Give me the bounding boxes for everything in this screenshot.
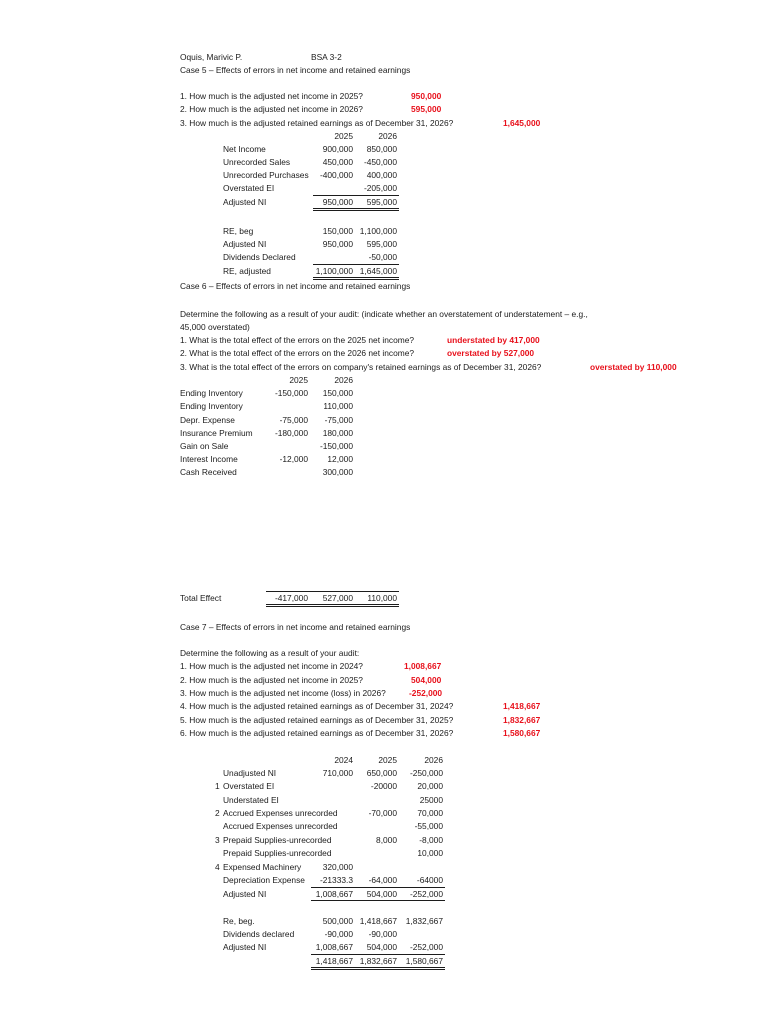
- case5-row-value: -205,000: [363, 183, 397, 193]
- case7-question-6: 6. How much is the adjusted retained earnings as of December 31, 2026?: [180, 728, 454, 738]
- case7-row-value: 70,000: [417, 808, 443, 818]
- case5-re-adjusted-value: 1,645,000: [359, 266, 397, 276]
- case5-question-2: 2. How much is the adjusted net income in 2026?: [180, 104, 363, 114]
- case7-re-value: 1,832,667: [405, 916, 443, 926]
- case6-total-value: 527,000: [322, 593, 353, 603]
- case7-re-value: -90,000: [368, 929, 397, 939]
- case6-row-label: Insurance Premium: [180, 428, 253, 438]
- case6-title: Case 6 – Effects of errors in net income and retained earnings: [180, 281, 411, 291]
- case7-item-number: 3: [215, 835, 220, 845]
- case7-row-value: 650,000: [366, 768, 397, 778]
- case5-year-2025: 2025: [334, 131, 353, 141]
- student-name: Oquis, Marivic P.: [180, 52, 243, 62]
- case7-question-2: 2. How much is the adjusted net income in 2025?: [180, 675, 363, 685]
- case6-row-value: 150,000: [322, 388, 353, 398]
- case6-answer-3: overstated by 110,000: [590, 362, 677, 372]
- case5-adjusted-ni-value: 595,000: [366, 197, 397, 207]
- case5-row-label: Unrecorded Purchases: [223, 170, 309, 180]
- case5-re-value: 1,100,000: [359, 226, 397, 236]
- case7-re-value: 1,418,667: [359, 916, 397, 926]
- case6-total-rule: [266, 606, 399, 607]
- case7-item-number: 1: [215, 781, 220, 791]
- case7-row-value: 8,000: [376, 835, 397, 845]
- case5-adjusted-ni-label: Adjusted NI: [223, 197, 267, 207]
- case5-row-value: 450,000: [322, 157, 353, 167]
- case7-question-3: 3. How much is the adjusted net income (loss) in 2026?: [180, 688, 386, 698]
- case7-answer-1: 1,008,667: [404, 661, 442, 671]
- case6-row-value: -75,000: [324, 415, 353, 425]
- case5-row-value: -400,000: [319, 170, 353, 180]
- case6-row-label: Interest Income: [180, 454, 238, 464]
- case6-question-1: 1. What is the total effect of the errors on the 2025 net income?: [180, 335, 415, 345]
- case5-adjusted-ni-value: 950,000: [322, 197, 353, 207]
- case6-question-3: 3. What is the total effect of the errors on company's retained earnings as of December 31, 2026?: [180, 362, 542, 372]
- case5-re-label: Adjusted NI: [223, 239, 267, 249]
- case5-total-rule: [313, 210, 399, 211]
- case7-row-value: -21333.3: [319, 875, 353, 885]
- case7-row-value: -64,000: [368, 875, 397, 885]
- case7-answer-5: 1,832,667: [503, 715, 541, 725]
- case5-title: Case 5 – Effects of errors in net income and retained earnings: [180, 65, 411, 75]
- case7-row-label: Depreciation Expense: [223, 875, 305, 885]
- case6-total-value: 110,000: [367, 593, 397, 603]
- case7-re-label: Adjusted NI: [223, 942, 267, 952]
- case6-row-value: 110,000: [323, 401, 353, 411]
- case7-row-label: Unadjusted NI: [223, 768, 277, 778]
- case6-row-label: Ending Inventory: [180, 388, 243, 398]
- case5-re-total-rule: [313, 279, 399, 280]
- case7-re-total-rule: [311, 969, 445, 970]
- case7-re-value: -90,000: [324, 929, 353, 939]
- case7-row-value: 10,000: [417, 848, 443, 858]
- case6-row-value: -150,000: [319, 441, 353, 451]
- case7-row-label: Accrued Expenses unrecorded: [223, 808, 338, 818]
- case7-row-value: 20,000: [417, 781, 443, 791]
- case6-year-2026: 2026: [334, 375, 353, 385]
- case7-row-label: Understated EI: [223, 795, 279, 805]
- case7-year-2026: 2026: [424, 755, 443, 765]
- case5-row-label: Net Income: [223, 144, 266, 154]
- case6-row-label: Cash Received: [180, 467, 237, 477]
- case7-row-value: -250,000: [409, 768, 443, 778]
- case6-row-label: Ending Inventory: [180, 401, 243, 411]
- case5-row-value: -450,000: [363, 157, 397, 167]
- case6-question-2: 2. What is the total effect of the errors on the 2026 net income?: [180, 348, 415, 358]
- case7-row-value: 320,000: [322, 862, 353, 872]
- case6-total-value: -417,000: [274, 593, 308, 603]
- case6-row-label: Gain on Sale: [180, 441, 229, 451]
- case6-row-value: -75,000: [279, 415, 308, 425]
- case7-answer-6: 1,580,667: [503, 728, 541, 738]
- case5-answer-3: 1,645,000: [503, 118, 541, 128]
- case6-total-rule: [266, 604, 399, 605]
- section-label: BSA 3-2: [311, 52, 342, 62]
- case7-answer-2: 504,000: [411, 675, 442, 685]
- case6-row-value: 300,000: [322, 467, 353, 477]
- case7-year-2025: 2025: [378, 755, 397, 765]
- case7-re-total-rule: [311, 967, 445, 968]
- case6-sum-rule: [266, 591, 399, 592]
- case5-row-value: 850,000: [366, 144, 397, 154]
- case7-row-value: -8,000: [419, 835, 443, 845]
- case7-item-number: 2: [215, 808, 220, 818]
- case7-adjusted-ni-value: 504,000: [366, 889, 397, 899]
- case5-re-label: Dividends Declared: [223, 252, 296, 262]
- case7-total-rule: [311, 900, 445, 901]
- case7-re-sum-rule: [311, 954, 445, 955]
- case7-re-total-value: 1,418,667: [315, 956, 353, 966]
- case5-re-total-rule: [313, 277, 399, 278]
- case7-row-label: Overstated EI: [223, 781, 275, 791]
- case7-row-label: Prepaid Supplies-unrecorded: [223, 848, 332, 858]
- case5-row-label: Overstated EI: [223, 183, 275, 193]
- case7-row-value: -70,000: [368, 808, 397, 818]
- case6-row-value: -12,000: [279, 454, 308, 464]
- case5-re-value: -50,000: [368, 252, 397, 262]
- case7-row-label: Accrued Expenses unrecorded: [223, 821, 338, 831]
- case7-adjusted-ni-value: 1,008,667: [315, 889, 353, 899]
- case5-answer-2: 595,000: [411, 104, 442, 114]
- case7-re-total-value: 1,580,667: [405, 956, 443, 966]
- case7-re-value: 504,000: [366, 942, 397, 952]
- case7-sum-rule: [311, 887, 445, 888]
- case7-re-value: 1,008,667: [315, 942, 353, 952]
- case5-year-2026: 2026: [378, 131, 397, 141]
- case7-re-label: Dividends declared: [223, 929, 295, 939]
- case6-intro-cont: 45,000 overstated): [180, 322, 250, 332]
- case7-title: Case 7 – Effects of errors in net income and retained earnings: [180, 622, 411, 632]
- case6-year-2025: 2025: [289, 375, 308, 385]
- case5-re-label: RE, beg: [223, 226, 254, 236]
- case7-row-value: -20000: [370, 781, 397, 791]
- case7-re-value: -252,000: [409, 942, 443, 952]
- case7-adjusted-ni-value: -252,000: [409, 889, 443, 899]
- case7-question-4: 4. How much is the adjusted retained earnings as of December 31, 2024?: [180, 701, 454, 711]
- case7-row-label: Prepaid Supplies-unrecorded: [223, 835, 332, 845]
- case5-question-1: 1. How much is the adjusted net income in 2025?: [180, 91, 363, 101]
- case7-row-value: 25000: [419, 795, 443, 805]
- case7-question-5: 5. How much is the adjusted retained earnings as of December 31, 2025?: [180, 715, 454, 725]
- case7-answer-3: -252,000: [409, 688, 443, 698]
- case6-answer-1: understated by 417,000: [447, 335, 540, 345]
- case7-question-1: 1. How much is the adjusted net income in 2024?: [180, 661, 363, 671]
- case5-re-value: 950,000: [322, 239, 353, 249]
- case7-year-2024: 2024: [334, 755, 353, 765]
- case6-row-value: -150,000: [274, 388, 308, 398]
- case6-intro: Determine the following as a result of your audit: (indicate whether an overstatement of understatement – e.g.,: [180, 309, 588, 319]
- case7-row-value: 710,000: [322, 768, 353, 778]
- case7-row-value: -64000: [416, 875, 443, 885]
- case7-re-label: Re, beg.: [223, 916, 255, 926]
- case5-re-adjusted-label: RE, adjusted: [223, 266, 271, 276]
- case7-row-value: -55,000: [414, 821, 443, 831]
- case5-row-label: Unrecorded Sales: [223, 157, 291, 167]
- case6-row-label: Depr. Expense: [180, 415, 235, 425]
- case7-answer-4: 1,418,667: [503, 701, 541, 711]
- case7-row-label: Expensed Machinery: [223, 862, 302, 872]
- case6-answer-2: overstated by 527,000: [447, 348, 535, 358]
- case6-total-label: Total Effect: [180, 593, 222, 603]
- case5-total-rule: [313, 208, 399, 209]
- case6-row-value: 180,000: [322, 428, 353, 438]
- case5-re-adjusted-value: 1,100,000: [315, 266, 353, 276]
- case7-adjusted-ni-label: Adjusted NI: [223, 889, 267, 899]
- case7-re-total-value: 1,832,667: [359, 956, 397, 966]
- case7-item-number: 4: [215, 862, 220, 872]
- case5-row-value: 900,000: [322, 144, 353, 154]
- case7-intro: Determine the following as a result of your audit:: [180, 648, 360, 658]
- case5-re-sum-rule: [313, 264, 399, 265]
- case5-question-3: 3. How much is the adjusted retained earnings as of December 31, 2026?: [180, 118, 454, 128]
- case5-answer-1: 950,000: [411, 91, 442, 101]
- case6-row-value: 12,000: [327, 454, 353, 464]
- case6-row-value: -180,000: [274, 428, 308, 438]
- case5-sum-rule: [313, 195, 399, 196]
- case5-re-value: 150,000: [322, 226, 353, 236]
- case5-row-value: 400,000: [366, 170, 397, 180]
- case5-re-value: 595,000: [366, 239, 397, 249]
- case7-re-value: 500,000: [322, 916, 353, 926]
